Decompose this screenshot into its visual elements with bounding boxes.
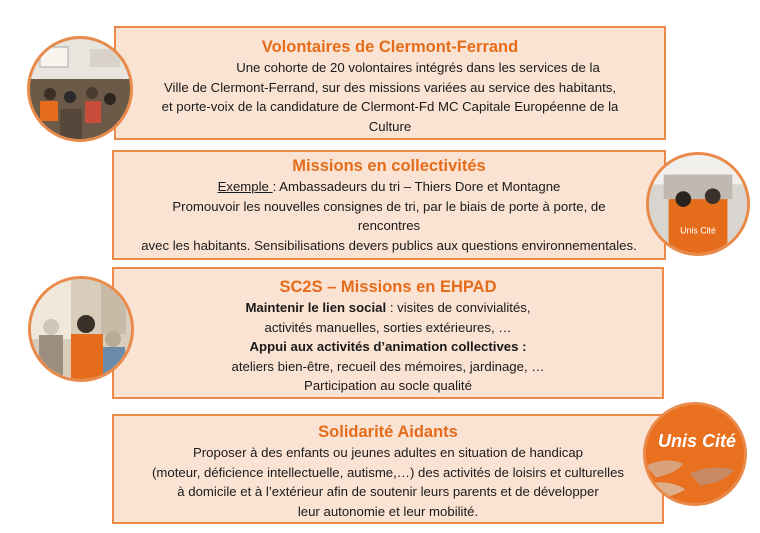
card-line: leur autonomie et leur mobilité. xyxy=(297,503,479,519)
card-line: Participation au socle qualité xyxy=(304,378,472,393)
card-line: (moteur, déficience intellectuelle, autisme,…) des activités de loisirs et culturelles xyxy=(151,464,625,480)
card-line: rencontres xyxy=(357,218,421,233)
card-line: et porte-voix de la candidature de Clermont-Fd MC Capitale Européenne de la xyxy=(161,99,619,114)
photo-ehpad xyxy=(28,276,134,382)
card-line: ateliers bien-être, recueil des mémoires, jardinage, … xyxy=(231,358,545,374)
card-line xyxy=(114,298,662,318)
card-line: Ville de Clermont-Ferrand, sur des missions variées au service des habitants, xyxy=(164,79,616,95)
card-line: Culture xyxy=(368,118,412,134)
card-volontaires xyxy=(114,26,666,140)
card-title: SC2S – Missions en EHPAD xyxy=(279,278,497,296)
line-rest: : visites de convivialités, xyxy=(386,300,531,315)
card-title: Volontaires de Clermont-Ferrand xyxy=(261,38,519,56)
card-solidarite-aidants xyxy=(112,414,664,524)
card-line: Proposer à des enfants ou jeunes adultes en situation de handicap xyxy=(192,445,584,460)
card-title: Solidarité Aidants xyxy=(318,423,458,441)
example-text: : Ambassadeurs du tri – Thiers Dore et Montagne xyxy=(272,179,561,194)
card-line: à domicile et à l’extérieur afin de soutenir leurs parents et de développer xyxy=(177,484,599,499)
photo-unis-cite xyxy=(643,402,747,506)
unis-cite-logo: Unis Cité xyxy=(658,431,737,451)
card-line-bold: Appui aux activités d’animation collectives : xyxy=(249,339,527,354)
card-ehpad xyxy=(112,267,664,399)
card-missions-collectivites xyxy=(112,150,666,260)
card-example-line xyxy=(114,177,664,197)
card-line: activités manuelles, sorties extérieures, … xyxy=(264,319,512,335)
card-line: avec les habitants. Sensibilisations devers publics aux questions environnementales. xyxy=(141,237,637,253)
card-line: Une cohorte de 20 volontaires intégrés dans les services de la xyxy=(236,60,600,75)
card-line: Promouvoir les nouvelles consignes de tri, par le biais de porte à porte, de xyxy=(172,198,606,214)
card-title: Missions en collectivités xyxy=(292,157,486,175)
bold-phrase: Maintenir le lien social xyxy=(245,300,387,315)
photo-conference xyxy=(27,36,133,142)
photo-ambassadeurs xyxy=(646,152,750,256)
example-label: Exemple xyxy=(217,179,273,194)
svg-text:Unis Cité: Unis Cité xyxy=(680,225,716,236)
